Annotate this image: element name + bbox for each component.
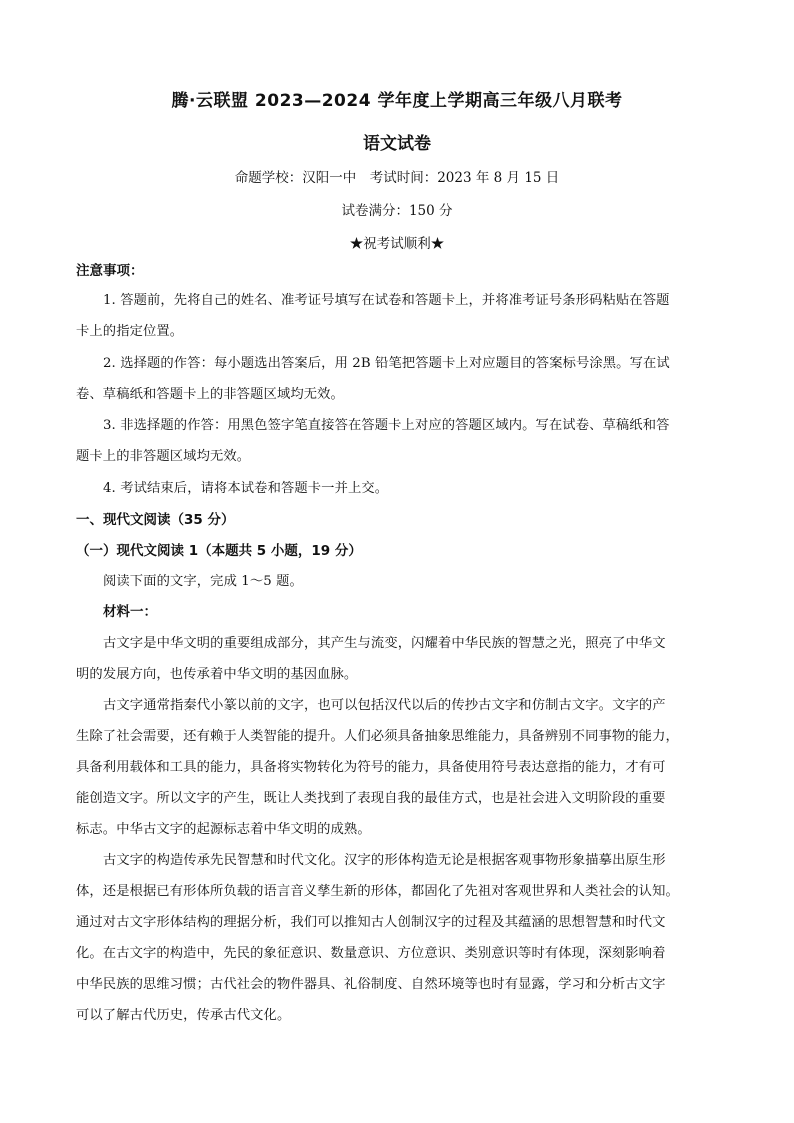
passage-line: 中华民族的思维习惯；古代社会的物件器具、礼俗制度、自然环境等也时有显露，学习和分析古文字 — [76, 977, 666, 992]
passage-line: 标志。中华古文字的起源标志着中华文明的成熟。 — [76, 822, 371, 837]
school-and-time: 命题学校：汉阳一中 考试时间：2023 年 8 月 15 日 — [234, 170, 560, 186]
full-score: 试卷满分：150 分 — [341, 203, 453, 219]
passage-line: 可以了解古代历史，传承古代文化。 — [76, 1008, 291, 1023]
subsection-heading: （一）现代文阅读 1（本题共 5 小题，19 分） — [76, 543, 362, 559]
good-luck-wish: ★祝考试顺利★ — [349, 236, 445, 252]
passage-line: 生除了社会需要，还有赖于人类智能的提升。人们必须具备抽象思维能力，具备辨别不同事物的能力， — [76, 729, 679, 744]
passage-line: 能创造文字。所以文字的产生，既让人类找到了表现自我的最佳方式，也是社会进入文明阶段的重要 — [76, 791, 666, 806]
notes-item-line: 卡上的指定位置。 — [76, 324, 184, 339]
passage-line: 化。在古文字的构造中，先民的象征意识、数量意识、方位意识、类别意识等时有体现，深刻影响着 — [76, 946, 666, 961]
notes-item-line: 题卡上的非答题区域均无效。 — [76, 449, 251, 464]
exam-title: 腾·云联盟 2023—2024 学年度上学期高三年级八月联考 — [171, 91, 623, 111]
passage-line: 古文字通常指秦代小篆以前的文字，也可以包括汉代以后的传抄古文字和仿制古文字。文字的产 — [103, 698, 666, 713]
notes-item-line: 2. 选择题的作答：每小题选出答案后，用 2B 铅笔把答题卡上对应题目的答案标号涂黑。写在试 — [103, 356, 670, 371]
passage-line: 古文字是中华文明的重要组成部分，其产生与流变，闪耀着中华民族的智慧之光，照亮了中华文 — [103, 636, 666, 651]
passage-line: 明的发展方向，也传承着中华文明的基因血脉。 — [76, 667, 358, 682]
section-heading: 一、现代文阅读（35 分） — [76, 512, 235, 528]
notes-heading: 注意事项： — [76, 263, 144, 279]
material-label: 材料一： — [103, 604, 157, 620]
passage-line: 具备利用载体和工具的能力，具备将实物转化为符号的能力，具备使用符号表达意指的能力，才有可 — [76, 760, 666, 775]
reading-instruction: 阅读下面的文字，完成 1～5 题。 — [103, 574, 303, 589]
notes-item-line: 4. 考试结束后，请将本试卷和答题卡一并上交。 — [103, 481, 389, 496]
notes-item-line: 1. 答题前，先将自己的姓名、准考证号填写在试卷和答题卡上，并将准考证号条形码粘贴在答题 — [103, 293, 670, 308]
exam-subtitle: 语文试卷 — [363, 134, 431, 154]
passage-line: 体，还是根据已有形体所负载的语言音义孳生新的形体，都固化了先祖对客观世界和人类社会的认知。 — [76, 884, 679, 899]
notes-item-line: 3. 非选择题的作答：用黑色签字笔直接答在答题卡上对应的答题区域内。写在试卷、草稿纸和答 — [103, 418, 670, 433]
notes-item-line: 卷、草稿纸和答题卡上的非答题区域均无效。 — [76, 387, 344, 402]
passage-line: 古文字的构造传承先民智慧和时代文化。汉字的形体构造无论是根据客观事物形象描摹出原生形 — [103, 853, 666, 868]
passage-line: 通过对古文字形体结构的理据分析，我们可以推知古人创制汉字的过程及其蕴涵的思想智慧和时代文 — [76, 915, 666, 930]
